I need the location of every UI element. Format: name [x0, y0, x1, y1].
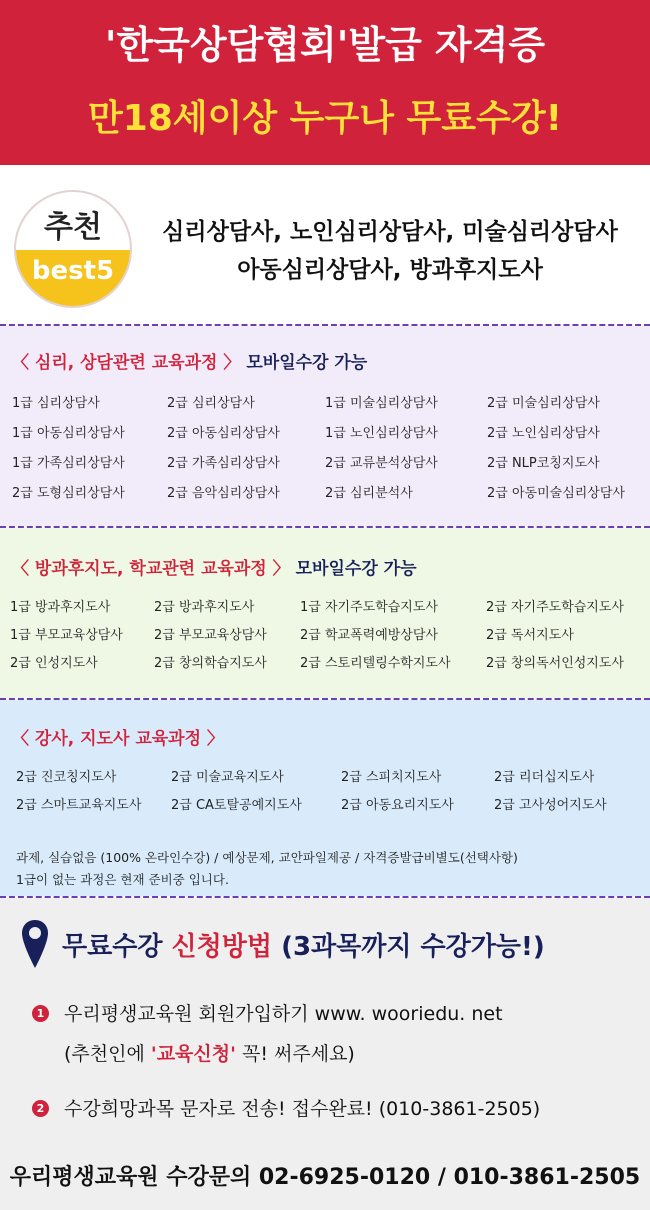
best5-badge: [14, 190, 132, 308]
header-subtitle: 만18세이상 누구나 무료수강!: [87, 98, 563, 139]
course-item: 2급 자기주도학습지도사: [486, 600, 624, 614]
course-item: 1급 방과후지도사: [10, 600, 111, 614]
course-item: 2급 CA토탈공예지도사: [171, 798, 302, 812]
course-item: 2급 스토리텔링수학지도사: [300, 656, 451, 670]
mobile-available-label: 모바일수강 가능: [295, 559, 417, 579]
course-note: 과제, 실습없음 (100% 온라인수강) / 예상문제, 교안파일제공 / 자격증발급비별도(선택사항): [16, 850, 518, 865]
course-item: 2급 인성지도사: [10, 656, 98, 670]
step-1-note-a: (추천인에: [64, 1043, 145, 1065]
section-counseling: [0, 326, 650, 526]
course-item: 1급 심리상담사: [12, 396, 100, 410]
course-item: 2급 미술교육지도사: [171, 770, 284, 784]
section-title-text: 〈 강사, 지도사 교육과정 〉: [12, 729, 224, 749]
section-title-text: 〈 방과후지도, 학교관련 교육과정 〉: [12, 559, 290, 579]
course-note: 1급이 없는 과정은 현재 준비중 입니다.: [16, 872, 229, 887]
step-1-note-b: '교육신청': [150, 1043, 236, 1065]
badge-bottom-label: best5: [16, 250, 130, 308]
apply-title-b: 신청방법: [171, 932, 272, 962]
recommend-line-2: 아동심리상담사, 방과후지도사: [237, 257, 543, 283]
course-item: 2급 부모교육상담사: [154, 628, 267, 642]
recommend-area: [0, 165, 650, 325]
section-title-text: 〈 심리, 상담관련 교육과정 〉: [12, 353, 241, 373]
course-item: 2급 리더십지도사: [494, 770, 595, 784]
apply-title: [62, 926, 545, 963]
course-item: 2급 NLP코칭지도사: [487, 456, 600, 470]
section-afterschool: [0, 528, 650, 698]
course-item: 1급 부모교육상담사: [10, 628, 123, 642]
apply-title-a: 무료수강: [62, 932, 163, 962]
header-title: '한국상담협회'발급 자격증: [104, 23, 546, 67]
course-item: 2급 창의독서인성지도사: [486, 656, 624, 670]
step-1-note-c: 꼭! 써주세요): [242, 1043, 355, 1065]
course-item: 1급 아동심리상담사: [12, 426, 125, 440]
course-item: 2급 진코칭지도사: [16, 770, 117, 784]
course-item: 2급 노인심리상담사: [487, 426, 600, 440]
course-item: 2급 스피치지도사: [341, 770, 442, 784]
course-item: 2급 창의학습지도사: [154, 656, 267, 670]
course-item: 1급 노인심리상담사: [325, 426, 438, 440]
course-item: 2급 학교폭력예방상담사: [300, 628, 438, 642]
step-1-text: 우리평생교육원 회원가입하기 www. wooriedu. net: [64, 1003, 503, 1025]
section-title: [12, 348, 367, 373]
course-item: 1급 자기주도학습지도사: [300, 600, 438, 614]
course-item: 2급 도형심리상담사: [12, 486, 125, 500]
course-item: 2급 미술심리상담사: [487, 396, 600, 410]
section-instructor: [0, 700, 650, 896]
course-item: 2급 스마트교육지도사: [16, 798, 142, 812]
course-item: 2급 심리상담사: [167, 396, 255, 410]
step-1-number-icon: 1: [32, 1005, 49, 1022]
course-item: 2급 아동미술심리상담사: [487, 486, 625, 500]
course-item: 2급 심리분석사: [325, 486, 413, 500]
course-grid: [12, 392, 642, 500]
course-item: 1급 미술심리상담사: [325, 396, 438, 410]
step-2-number-icon: 2: [32, 1100, 49, 1117]
section-title: [12, 554, 417, 579]
course-item: 2급 음악심리상담사: [167, 486, 280, 500]
course-item: 2급 아동심리상담사: [167, 426, 280, 440]
course-item: 1급 가족심리상담사: [12, 456, 125, 470]
contact-line: 우리평생교육원 수강문의 02-6925-0120 / 010-3861-2505: [9, 1165, 641, 1190]
course-item: 2급 방과후지도사: [154, 600, 255, 614]
apply-title-c: (3과목까지 수강가능!): [281, 932, 545, 962]
course-grid: [10, 596, 646, 670]
course-item: 2급 교류분석상담사: [325, 456, 438, 470]
recommend-line-1: 심리상담사, 노인심리상담사, 미술심리상담사: [162, 219, 618, 245]
course-grid: [16, 766, 636, 812]
mobile-available-label: 모바일수강 가능: [246, 353, 368, 373]
step-2-text: 수강희망과목 문자로 전송! 접수완료! (010-3861-2505): [64, 1098, 541, 1120]
course-item: 2급 아동요리지도사: [341, 798, 454, 812]
step-1-note: [64, 1039, 355, 1066]
recommend-list: [140, 213, 640, 289]
section-title: [12, 724, 224, 749]
apply-section: [0, 898, 650, 1210]
course-item: 2급 고사성어지도사: [494, 798, 607, 812]
header-banner: [0, 0, 650, 165]
course-item: 2급 가족심리상담사: [167, 456, 280, 470]
course-item: 2급 독서지도사: [486, 628, 574, 642]
location-pin-icon: [20, 918, 50, 970]
badge-top-label: 추천: [44, 210, 102, 245]
